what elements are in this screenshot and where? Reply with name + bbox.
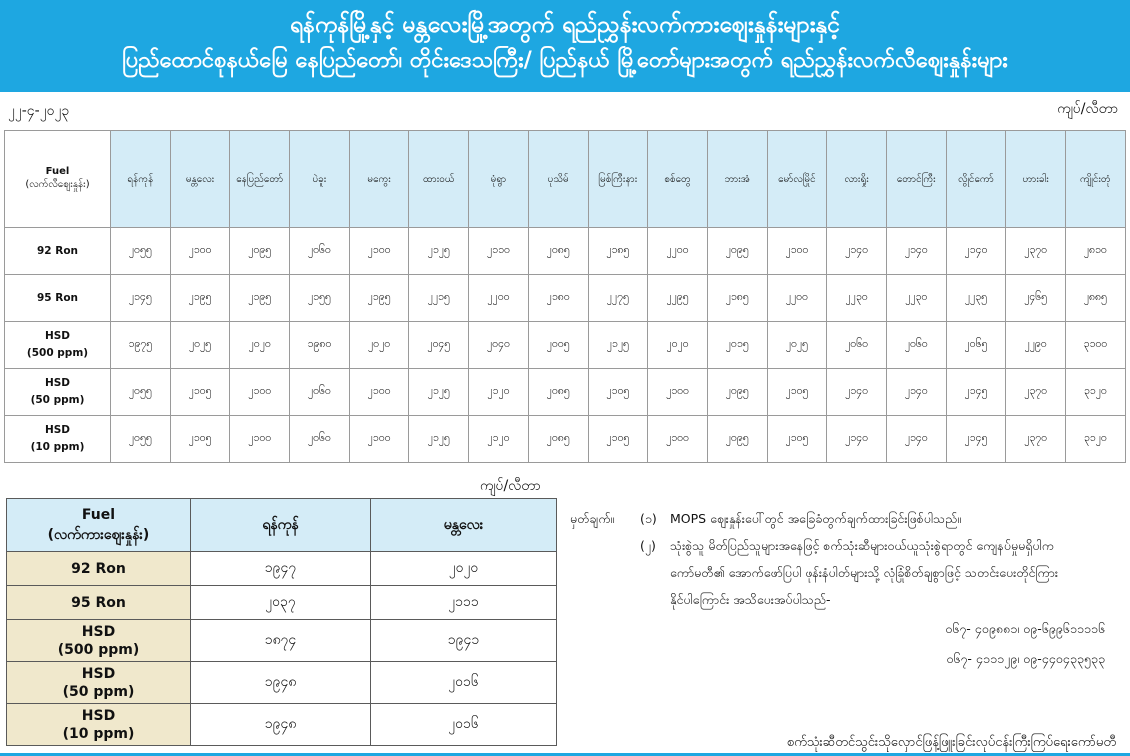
price-cell: ၂၁၄၀ <box>827 369 887 416</box>
yangon-price-cell: ၁၉၄၈ <box>191 662 371 704</box>
price-cell: ၂၀၂၀ <box>648 322 708 369</box>
city-header: မန္တလေး <box>170 131 230 228</box>
wholesale-fuel-cell <box>7 662 191 704</box>
yangon-price-cell: ၁၉၄၇ <box>191 552 371 586</box>
fuel-name: HSD <box>81 707 116 724</box>
city-header: မကွေး <box>349 131 409 228</box>
price-cell: ၂၂၃၀ <box>827 275 887 322</box>
mandalay-price-cell: ၂၀၁၆ <box>371 662 557 704</box>
title-line-1: ရန်ကုန်မြို့နှင့် မန္တလေးမြို့အတွက် ရည်ညွှန်းလက်ကားဈေးနှုန်းများနှင့် <box>289 12 841 38</box>
price-cell: ၂၂၃၅ <box>946 275 1006 322</box>
yangon-price-cell: ၁၈၇၄ <box>191 620 371 662</box>
phone-line-2: ၀၆၇- ၄၁၁၁၂၉၊ ၀၉-၄၄၀၄၃၃၅၃၃ <box>946 651 1105 666</box>
city-header: တောင်ကြီး <box>886 131 946 228</box>
price-cell: ၂၁၀၅ <box>588 369 648 416</box>
price-cell: ၂၁၄၀ <box>946 228 1006 275</box>
price-cell: ၂၂၁၅ <box>409 275 469 322</box>
city-header: ပုသိမ် <box>528 131 588 228</box>
price-cell: ၂၀၂၅ <box>170 322 230 369</box>
price-cell: ၂၀၆၅ <box>946 322 1006 369</box>
price-cell: ၂၁၂၀ <box>469 369 529 416</box>
fuel-name-cell <box>5 228 111 275</box>
fuel-name-cell <box>5 369 111 416</box>
wholesale-row <box>7 620 557 662</box>
price-cell: ၂၁၈၅ <box>707 275 767 322</box>
price-cell: ၂၁၄၀ <box>827 228 887 275</box>
yangon-price-cell: ၂၀၃၇ <box>191 586 371 620</box>
price-cell: ၂၁၀၀ <box>349 369 409 416</box>
city-header: မုံရွာ <box>469 131 529 228</box>
wholesale-row <box>7 552 557 586</box>
price-cell: ၂၁၈၀ <box>528 275 588 322</box>
price-cell: ၂၀၆၀ <box>290 416 350 463</box>
city-header: ကျိုင်းတုံ <box>1066 131 1126 228</box>
wholesale-row <box>7 704 557 746</box>
note-1-number: (၁) <box>640 511 657 526</box>
price-cell: ၂၄၆၅ <box>1006 275 1066 322</box>
price-cell: ၂၁၈၅ <box>588 228 648 275</box>
fuel-header: Fuel (လက်လီဈေးနှုန်း) <box>5 131 111 228</box>
price-cell: ၂၁၀၀ <box>767 228 827 275</box>
price-cell: ၂၀၅၅ <box>111 416 171 463</box>
price-cell: ၂၁၅၅ <box>290 275 350 322</box>
city-header: ဘားအံ <box>707 131 767 228</box>
price-cell: ၂၀၆၀ <box>290 369 350 416</box>
fuel-name: HSD <box>81 623 116 640</box>
price-cell: ၂၁၄၀ <box>827 416 887 463</box>
note-2-line-3: နိုင်ပါကြောင်း အသိပေးအပ်ပါသည်- <box>670 592 831 607</box>
fuel-name: HSD <box>44 377 71 389</box>
retail-price-table <box>4 130 1126 463</box>
fuel-name-cell <box>5 275 111 322</box>
price-cell: ၂၁၄၀ <box>886 369 946 416</box>
city-header: စစ်တွေ <box>648 131 708 228</box>
price-cell: ၂၀၈၅ <box>528 369 588 416</box>
city-header: ထားဝယ် <box>409 131 469 228</box>
price-cell: ၂၀၉၅ <box>707 228 767 275</box>
fuel-grade: (500 ppm) <box>57 641 140 658</box>
wholesale-fuel-header-a: Fuel <box>81 507 116 523</box>
price-cell: ၂၁၁၀ <box>469 228 529 275</box>
price-cell: ၂၀၆၀ <box>886 322 946 369</box>
mandalay-price-cell: ၂၁၁၁ <box>371 586 557 620</box>
price-cell: ၂၀၉၅ <box>230 228 290 275</box>
price-cell: ၂၁၄၅ <box>111 275 171 322</box>
fuel-name: HSD <box>44 424 71 436</box>
price-cell: ၂၁၉၅ <box>230 275 290 322</box>
price-cell: ၂၀၉၅ <box>707 369 767 416</box>
price-cell: ၂၁၄၀ <box>886 416 946 463</box>
note-2-number: (၂) <box>640 538 656 553</box>
fuel-name: 95 Ron <box>71 594 126 611</box>
unit-label-wholesale: ကျပ်/လီတာ <box>480 478 541 494</box>
price-cell: ၂၁၄၅ <box>946 369 1006 416</box>
city-header: ရန်ကုန် <box>111 131 171 228</box>
city-header: လားရှိုး <box>827 131 887 228</box>
fuel-grade: (10 ppm) <box>30 441 85 453</box>
unit-label-retail: ကျပ်/လီတာ <box>1057 101 1118 117</box>
price-cell: ၂၀၈၅ <box>528 228 588 275</box>
city-header: နေပြည်တော် <box>230 131 290 228</box>
price-cell: ၂၁၀၀ <box>648 369 708 416</box>
retail-row <box>5 275 1126 322</box>
fuel-grade: (50 ppm) <box>30 394 85 406</box>
date-label: ၂၂-၄-၂၀၂၃ <box>8 103 70 119</box>
price-cell: ၂၁၂၅ <box>409 228 469 275</box>
fuel-name: HSD <box>81 665 116 682</box>
price-cell: ၂၀၂၀ <box>349 322 409 369</box>
city-header: မြစ်ကြီးနား <box>588 131 648 228</box>
wholesale-header-row <box>7 499 557 552</box>
mandalay-price-cell: ၂၀၂၀ <box>371 552 557 586</box>
fuel-grade: (10 ppm) <box>62 725 135 742</box>
price-cell: ၂၂၇၅ <box>588 275 648 322</box>
price-cell: ၂၂၀၀ <box>767 275 827 322</box>
retail-row <box>5 228 1126 275</box>
price-cell: ၂၀၅၅ <box>111 369 171 416</box>
city-header: ဟားခါး <box>1006 131 1066 228</box>
fuel-name: 95 Ron <box>36 291 79 304</box>
price-cell: ၂၁၀၅ <box>170 369 230 416</box>
price-cell: ၂၁၄၅ <box>946 416 1006 463</box>
retail-row <box>5 322 1126 369</box>
wholesale-fuel-header <box>7 499 191 552</box>
city-header: လွိုင်ကော် <box>946 131 1006 228</box>
wholesale-fuel-cell <box>7 552 191 586</box>
retail-row <box>5 369 1126 416</box>
price-cell: ၂၁၀၀ <box>170 228 230 275</box>
notes-section <box>570 505 1125 673</box>
wholesale-fuel-cell <box>7 704 191 746</box>
note-2-line-1: သုံးစွဲသူ မိတ်ပြည်သူများအနေဖြင့် စက်သုံးဆီများဝယ်ယူသုံးစွဲရာတွင် ကျေနပ်မှုမရှိပါက <box>670 538 1054 553</box>
price-cell: ၂၁၀၅ <box>588 416 648 463</box>
price-cell: ၂၂၀၀ <box>469 275 529 322</box>
price-cell: ၂၂၉၀ <box>1006 322 1066 369</box>
fuel-name: 92 Ron <box>36 244 79 257</box>
price-cell: ၃၁၂၀ <box>1066 369 1126 416</box>
price-cell: ၂၁၀၀ <box>648 416 708 463</box>
price-cell: ၁၉၇၅ <box>111 322 171 369</box>
wholesale-fuel-header-b: (လက်ကားဈေးနှုန်း) <box>47 527 150 543</box>
price-cell: ၂၁၀၅ <box>767 369 827 416</box>
price-cell: ၂၈၁၀ <box>1066 228 1126 275</box>
notes-label: မှတ်ချက်။ <box>570 511 615 526</box>
price-cell: ၂၁၄၀ <box>886 228 946 275</box>
wholesale-fuel-cell <box>7 586 191 620</box>
price-cell: ၂၀၆၀ <box>827 322 887 369</box>
price-cell: ၂၁၀၀ <box>230 369 290 416</box>
fuel-name: HSD <box>44 330 71 342</box>
price-cell: ၂၀၉၅ <box>707 416 767 463</box>
price-cell: ၂၁၀၀ <box>230 416 290 463</box>
note-2-line-2: ကော်မတီ၏ အောက်ဖော်ပြပါ ဖုန်းနံပါတ်များသို့ လုံခြုံစိတ်ချစွာဖြင့် သတင်းပေးတိုင်ကြား <box>670 565 1059 580</box>
fuel-name-cell <box>5 416 111 463</box>
price-cell: ၂၁၂၅ <box>409 369 469 416</box>
price-cell: ၂၁၂၅ <box>588 322 648 369</box>
note-1-text: MOPS ဈေးနှုန်းပေါ်တွင် အခြေခံတွက်ချက်ထားခြင်းဖြစ်ပါသည်။ <box>670 511 962 526</box>
price-cell: ၂၀၁၅ <box>707 322 767 369</box>
price-cell: ၂၀၂၀ <box>230 322 290 369</box>
price-cell: ၂၁၂၅ <box>409 416 469 463</box>
price-cell: ၂၀၂၅ <box>767 322 827 369</box>
wholesale-price-table <box>6 498 557 746</box>
price-cell: ၂၀၆၀ <box>290 228 350 275</box>
price-cell: ၂၁၀၅ <box>767 416 827 463</box>
fuel-grade: (500 ppm) <box>26 347 89 359</box>
fuel-name: 92 Ron <box>71 560 126 577</box>
price-cell: ၂၀၈၅ <box>528 416 588 463</box>
fuel-name-cell <box>5 322 111 369</box>
price-cell: ၂၀၄၅ <box>409 322 469 369</box>
price-cell: ၂၁၉၅ <box>349 275 409 322</box>
price-cell: ၂၃၇၀ <box>1006 369 1066 416</box>
title-banner <box>0 0 1130 92</box>
price-cell: ၂၂၀၀ <box>648 228 708 275</box>
price-cell: ၂၈၈၅ <box>1066 275 1126 322</box>
retail-row <box>5 416 1126 463</box>
price-cell: ၂၀၅၅ <box>111 228 171 275</box>
price-cell: ၃၁၀၀ <box>1066 322 1126 369</box>
title-line-2: ပြည်ထောင်စုနယ်မြေ နေပြည်တော်၊ တိုင်းဒေသကြီး/ ပြည်နယ် မြို့တော်များအတွက် ရည်ညွှန်းလက်လီဈေးနှုန်းများ <box>122 48 1008 73</box>
mandalay-header: မန္တလေး <box>371 499 557 552</box>
mandalay-price-cell: ၁၉၄၁ <box>371 620 557 662</box>
price-cell: ၂၁၀၀ <box>349 416 409 463</box>
price-cell: ၁၉၈၀ <box>290 322 350 369</box>
retail-header-row <box>5 131 1126 228</box>
price-cell: ၂၁၂၀ <box>469 416 529 463</box>
yangon-header: ရန်ကုန် <box>191 499 371 552</box>
price-cell: ၂၁၉၅ <box>170 275 230 322</box>
wholesale-fuel-cell <box>7 620 191 662</box>
price-cell: ၂၀၄၀ <box>469 322 529 369</box>
price-cell: ၃၁၂၀ <box>1066 416 1126 463</box>
wholesale-row <box>7 586 557 620</box>
city-header: ပဲခူး <box>290 131 350 228</box>
price-cell: ၂၃၇၀ <box>1006 228 1066 275</box>
wholesale-row <box>7 662 557 704</box>
price-cell: ၂၂၃၀ <box>886 275 946 322</box>
phone-line-1: ၀၆၇- ၄၀၉၈၈၁၊ ၀၉-၆၉၉၆၁၁၁၁၆ <box>945 621 1105 636</box>
price-cell: ၂၂၉၅ <box>648 275 708 322</box>
price-cell: ၂၁၀၀ <box>349 228 409 275</box>
mandalay-price-cell: ၂၀၁၆ <box>371 704 557 746</box>
price-cell: ၂၁၀၅ <box>170 416 230 463</box>
city-header: မော်လမြိုင် <box>767 131 827 228</box>
price-cell: ၂၀၀၅ <box>528 322 588 369</box>
price-cell: ၂၃၇၀ <box>1006 416 1066 463</box>
yangon-price-cell: ၁၉၄၈ <box>191 704 371 746</box>
fuel-grade: (50 ppm) <box>62 683 135 700</box>
committee-name: စက်သုံးဆီတင်သွင်းသိုလှောင်ဖြန့်ဖြူးခြင်းလုပ်ငန်းကြီးကြပ်ရေးကော်မတီ <box>786 735 1116 750</box>
